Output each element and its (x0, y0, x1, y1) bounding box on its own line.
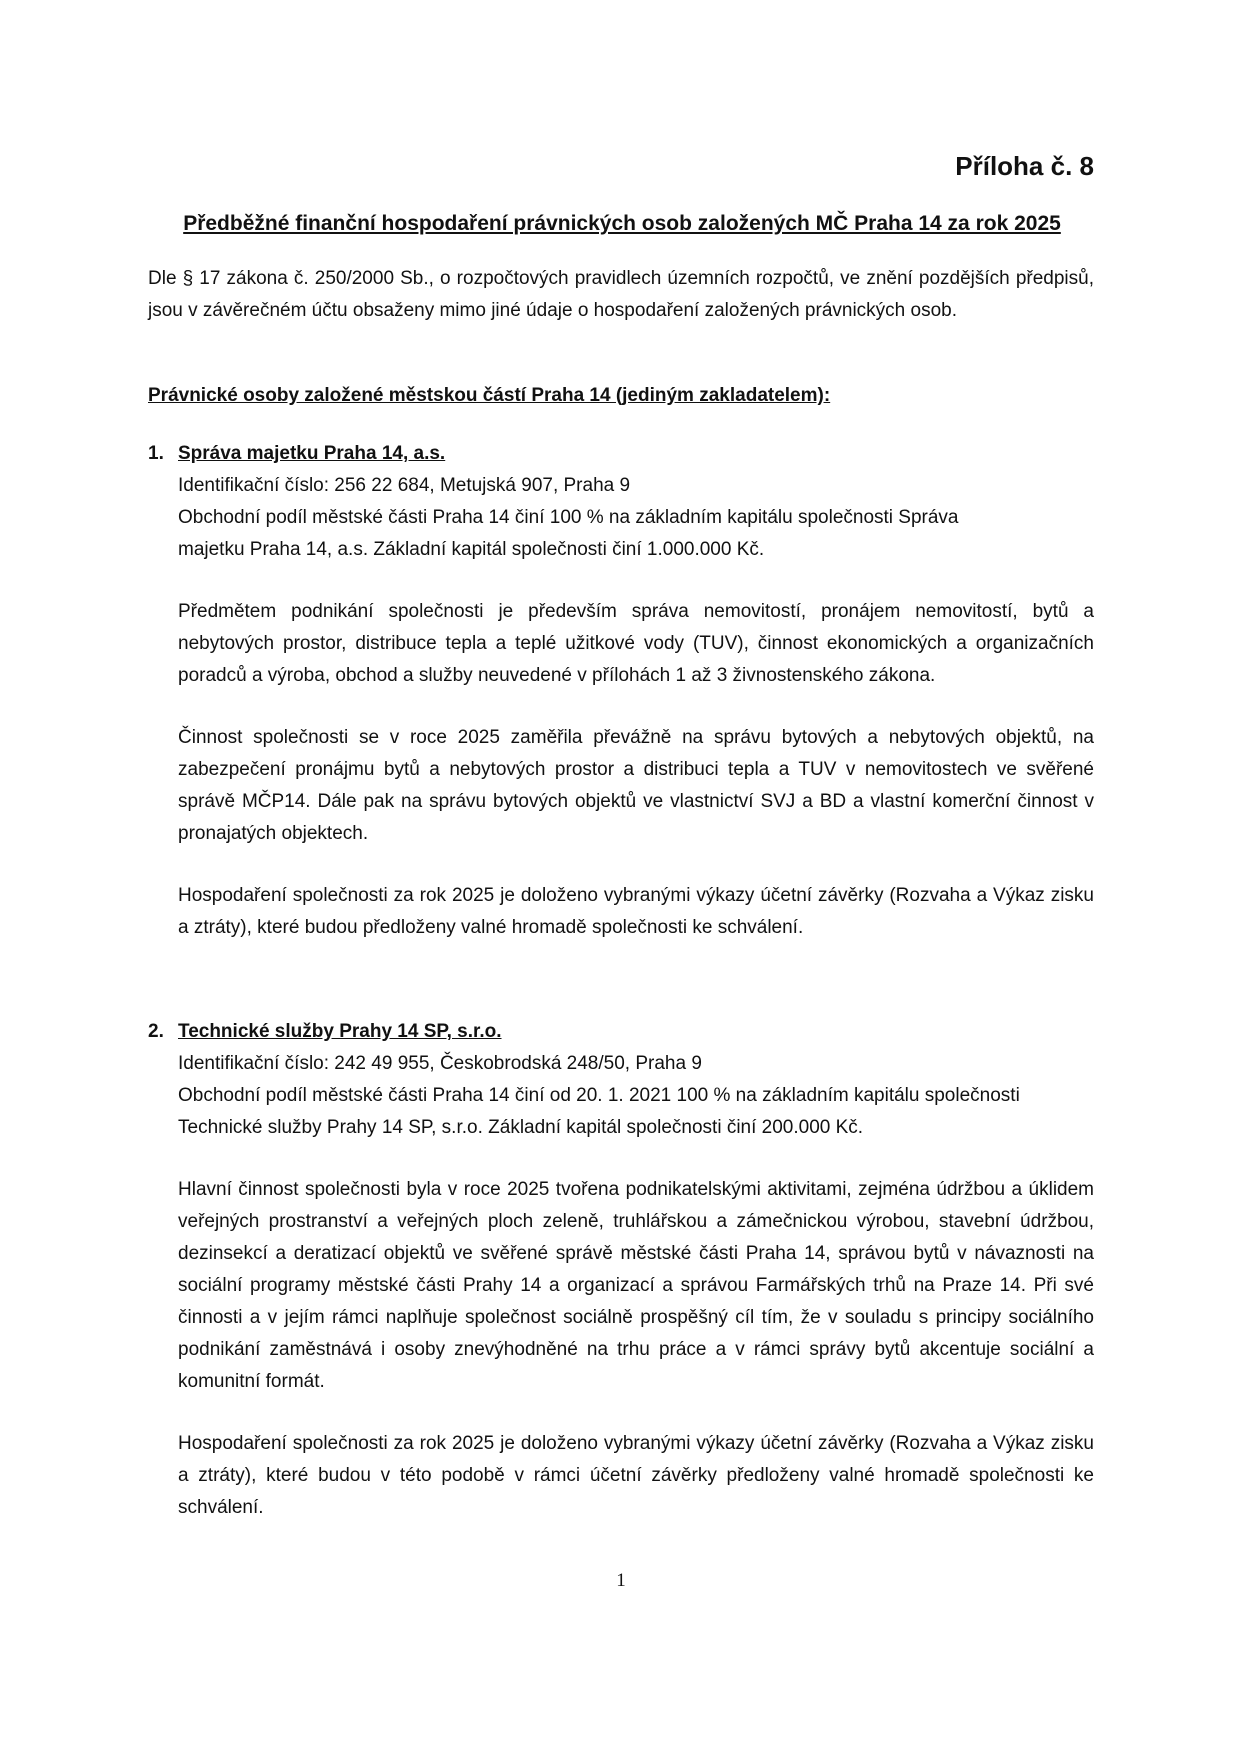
company-body (178, 470, 1094, 944)
company-id-line: Identifikační číslo: 256 22 684, Metujská 907, Praha 9 (178, 475, 631, 496)
company-id-line: Identifikační číslo: 242 49 955, Českobrodská 248/50, Praha 9 (178, 1053, 702, 1074)
page-number: 1 (616, 1570, 626, 1591)
company-heading (148, 1016, 1094, 1048)
section-heading: Právnické osoby založené městskou částí Praha 14 (jediným zakladatelem): (148, 385, 831, 406)
annex-label: Příloha č. 8 (955, 151, 1094, 181)
company-name: Technické služby Prahy 14 SP, s.r.o. (178, 1021, 502, 1042)
company-number: 1. (148, 443, 164, 464)
company-paragraph: Hlavní činnost společnosti byla v roce 2025 tvořena podnikatelskými aktivitami, zejména údržbou a úklidem veřejných prostranství a veřejných ploch zeleně, truhlářskou a zámečnickou výrobou, stavební údržbou, dezinsekcí a deratizací objektů ve svěřené správě městské části Praha 14, správou bytů v návaznosti na sociální programy městské části Prahy 14 a organizací a správou Farmářských trhů na Praze 14. Při své činnosti a v jejím rámci naplňuje společnost sociálně prospěšný cíl tím, že v souladu s principy sociálního podnikání zaměstnává i osoby znevýhodněné na trhu práce a v rámci správy bytů akcentuje sociální a komunitní formát. (178, 1179, 1094, 1392)
company-share-line: Technické služby Prahy 14 SP, s.r.o. Základní kapitál společnosti činí 200.000 Kč. (178, 1117, 864, 1138)
company-section-2 (148, 1016, 1094, 1524)
company-paragraph: Předmětem podnikání společnosti je především správa nemovitostí, pronájem nemovitostí, bytů a nebytových prostor, distribuce tepla a teplé užitkové vody (TUV), činnost ekonomických a organizačních poradců a výroba, obchod a služby neuvedené v přílohách 1 až 3 živnostenského zákona. (178, 601, 1094, 686)
company-heading (148, 438, 1094, 470)
company-name: Správa majetku Praha 14, a.s. (178, 443, 446, 464)
document-title: Předběžné finanční hospodaření právnických osob založených MČ Praha 14 za rok 2025 (183, 212, 1061, 235)
company-number: 2. (148, 1021, 164, 1042)
company-share-line: Obchodní podíl městské části Praha 14 činí od 20. 1. 2021 100 % na základním kapitálu společnosti (178, 1085, 1020, 1106)
company-paragraph: Hospodaření společnosti za rok 2025 je doloženo vybranými výkazy účetní závěrky (Rozvaha a Výkaz zisku a ztráty), které budou v této podobě v rámci účetní závěrky předloženy valné hromadě společnosti ke schválení. (178, 1433, 1094, 1518)
company-share-line: majetku Praha 14, a.s. Základní kapitál společnosti činí 1.000.000 Kč. (178, 539, 765, 560)
company-paragraph: Hospodaření společnosti za rok 2025 je doloženo vybranými výkazy účetní závěrky (Rozvaha a Výkaz zisku a ztráty), které budou předloženy valné hromadě společnosti ke schválení. (178, 885, 1094, 938)
company-body (178, 1048, 1094, 1524)
company-share-line: Obchodní podíl městské části Praha 14 činí 100 % na základním kapitálu společnosti Správa (178, 507, 959, 528)
intro-paragraph: Dle § 17 zákona č. 250/2000 Sb., o rozpočtových pravidlech územních rozpočtů, ve znění pozdějších předpisů, jsou v závěrečném účtu obsaženy mimo jiné údaje o hospodaření založených právnických osob. (148, 268, 1094, 321)
company-paragraph: Činnost společnosti se v roce 2025 zaměřila převážně na správu bytových a nebytových objektů, na zabezpečení pronájmu bytů a nebytových prostor a distribuci tepla a TUV v nemovitostech ve svěřené správě MČP14. Dále pak na správu bytových objektů ve vlastnictví SVJ a BD a vlastní komerční činnost v pronajatých objektech. (178, 727, 1094, 844)
company-section-1 (148, 438, 1094, 944)
